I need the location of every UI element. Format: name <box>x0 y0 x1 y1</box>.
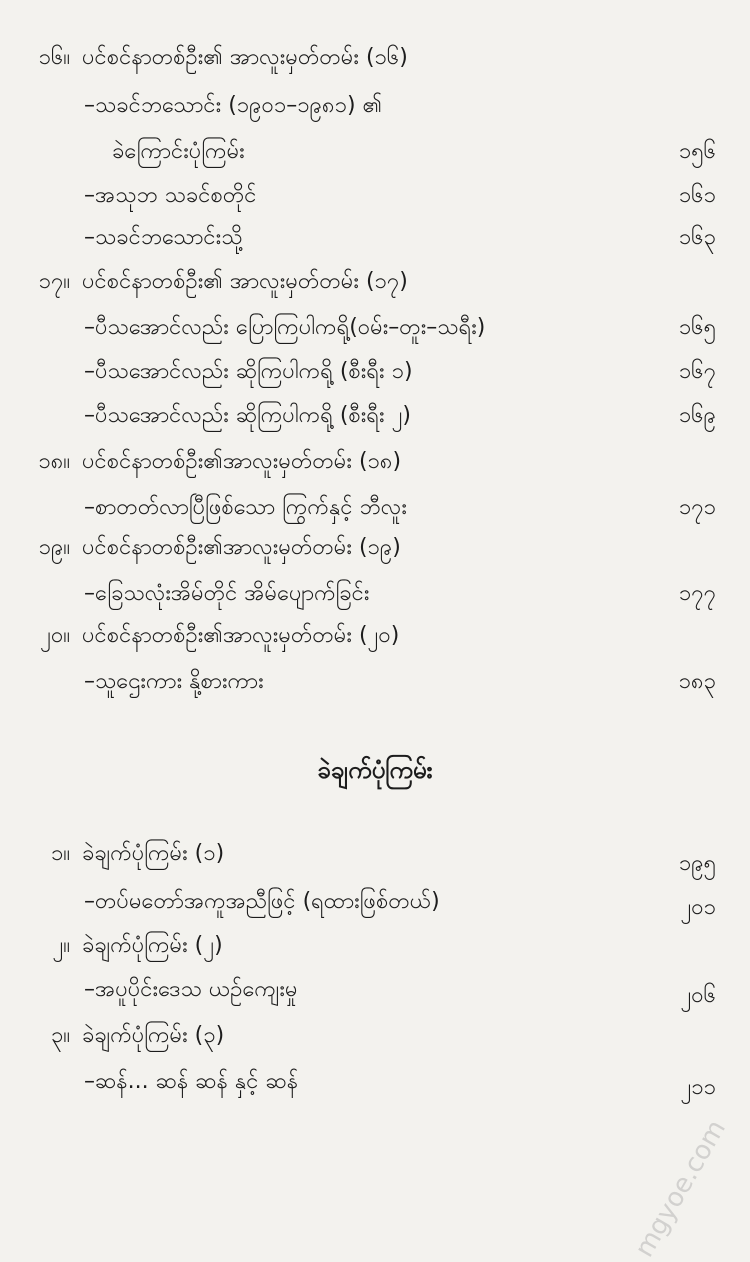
entry-title: ခဲချက်ပုံကြမ်း (၂) <box>82 933 223 958</box>
entry-title: –အပူပိုင်းဒေသ ယဉ်ကျေးမှု <box>84 977 298 1002</box>
toc-entry <box>0 88 750 124</box>
entry-title: –စာတတ်လာပြီဖြစ်သော ကြွက်နှင့် ဘီလူး <box>84 495 407 520</box>
entry-title: ပင်စင်နာတစ်ဦး၏အာလူးမှတ်တမ်း (၁၉) <box>82 535 401 560</box>
entry-page: ၁၆၅ <box>678 315 716 340</box>
entry-number: ၁၆။ <box>38 45 70 70</box>
entry-number: ၃။ <box>50 1023 70 1048</box>
entry-title: ပင်စင်နာတစ်ဦး၏ အာလူးမှတ်တမ်း (၁၆) <box>82 45 408 70</box>
toc-entry <box>0 1018 750 1054</box>
watermark: mgyoe.com <box>629 1115 732 1262</box>
entry-title: ပင်စင်နာတစ်ဦး၏အာလူးမှတ်တမ်း (၂၀) <box>82 623 400 648</box>
entry-number: ၁၈။ <box>38 449 70 474</box>
toc-entry <box>0 444 750 480</box>
entry-number: ၂။ <box>52 933 70 958</box>
entry-page: ၂၀၆ <box>680 983 716 1008</box>
toc-entry <box>0 972 750 1008</box>
toc-entry <box>0 40 750 76</box>
entry-number: ၁၉။ <box>38 535 70 560</box>
toc-entry <box>0 220 750 256</box>
toc-entry <box>0 576 750 612</box>
section-heading: ခဲချက်ပုံကြမ်း <box>317 756 433 784</box>
entry-page: ၁၈၃ <box>678 669 716 694</box>
entry-page: ၁၉၅ <box>678 851 716 876</box>
entry-title: –ပီသအောင်လည်း ဆိုကြပါကရို့ (စီးရီး ၁) <box>84 359 413 384</box>
toc-entry <box>0 618 750 654</box>
entry-page: ၁၆၉ <box>678 403 716 428</box>
toc-entry <box>0 928 750 964</box>
toc-entry <box>0 490 750 526</box>
entry-title: –သူဌေးကား နို့စားကား <box>84 669 264 694</box>
entry-title: ခဲချက်ပုံကြမ်း (၁) <box>82 841 225 866</box>
entry-page: ၂၁၁ <box>680 1075 716 1100</box>
entry-number: ၂၀။ <box>40 623 70 648</box>
entry-title: –ဆန်... ဆန် ဆန် နှင့် ဆန် <box>84 1069 299 1094</box>
entry-title: –ခြေသလုံးအိမ်တိုင် အိမ်ပျောက်ခြင်း <box>84 581 370 606</box>
toc-entry <box>0 178 750 214</box>
toc-entry <box>0 530 750 566</box>
entry-title: ပင်စင်နာတစ်ဦး၏ အာလူးမှတ်တမ်း (၁၇) <box>82 269 408 294</box>
entry-title: –တပ်မတော်အကူအညီဖြင့် (ရထားဖြစ်တယ်) <box>84 889 440 914</box>
toc-entry <box>0 1064 750 1100</box>
entry-number: ၁။ <box>50 841 70 866</box>
toc-entry <box>0 884 750 920</box>
entry-title: –ပီသအောင်လည်း ဆိုကြပါကရို့ (စီးရီး ၂) <box>84 403 411 428</box>
entry-page: ၁၇၇ <box>678 581 716 606</box>
toc-entry <box>0 664 750 700</box>
entry-page: ၁၆၃ <box>678 225 716 250</box>
entry-title: ခဲချက်ပုံကြမ်း (၃) <box>82 1023 225 1048</box>
toc-entry <box>0 836 750 876</box>
entry-title: –သခင်ဘသောင်းသို့ <box>84 225 243 250</box>
toc-entry <box>0 310 750 346</box>
entry-title: ခဲကြောင်းပုံကြမ်း <box>112 139 245 164</box>
toc-entry <box>0 354 750 390</box>
toc-entry <box>0 134 750 170</box>
entry-page: ၁၅၆ <box>678 139 716 164</box>
entry-title: –အသုဘ သခင်စတိုင် <box>84 183 257 208</box>
entry-number: ၁၇။ <box>38 269 70 294</box>
entry-page: ၁၆၇ <box>678 359 716 384</box>
entry-page: ၁၆၁ <box>678 183 716 208</box>
entry-title: –သခင်ဘသောင်း (၁၉၀၁–၁၉၈၁) ၏ <box>84 93 383 118</box>
entry-page: ၂၀၁ <box>680 895 716 920</box>
entry-page: ၁၇၁ <box>678 495 716 520</box>
entry-title: ပင်စင်နာတစ်ဦး၏အာလူးမှတ်တမ်း (၁၈) <box>82 449 402 474</box>
toc-entry <box>0 264 750 300</box>
entry-title: –ပီသအောင်လည်း ပြောကြပါကရို့(ဝမ်း–တူး–သရီး) <box>84 315 486 340</box>
toc-entry <box>0 398 750 434</box>
